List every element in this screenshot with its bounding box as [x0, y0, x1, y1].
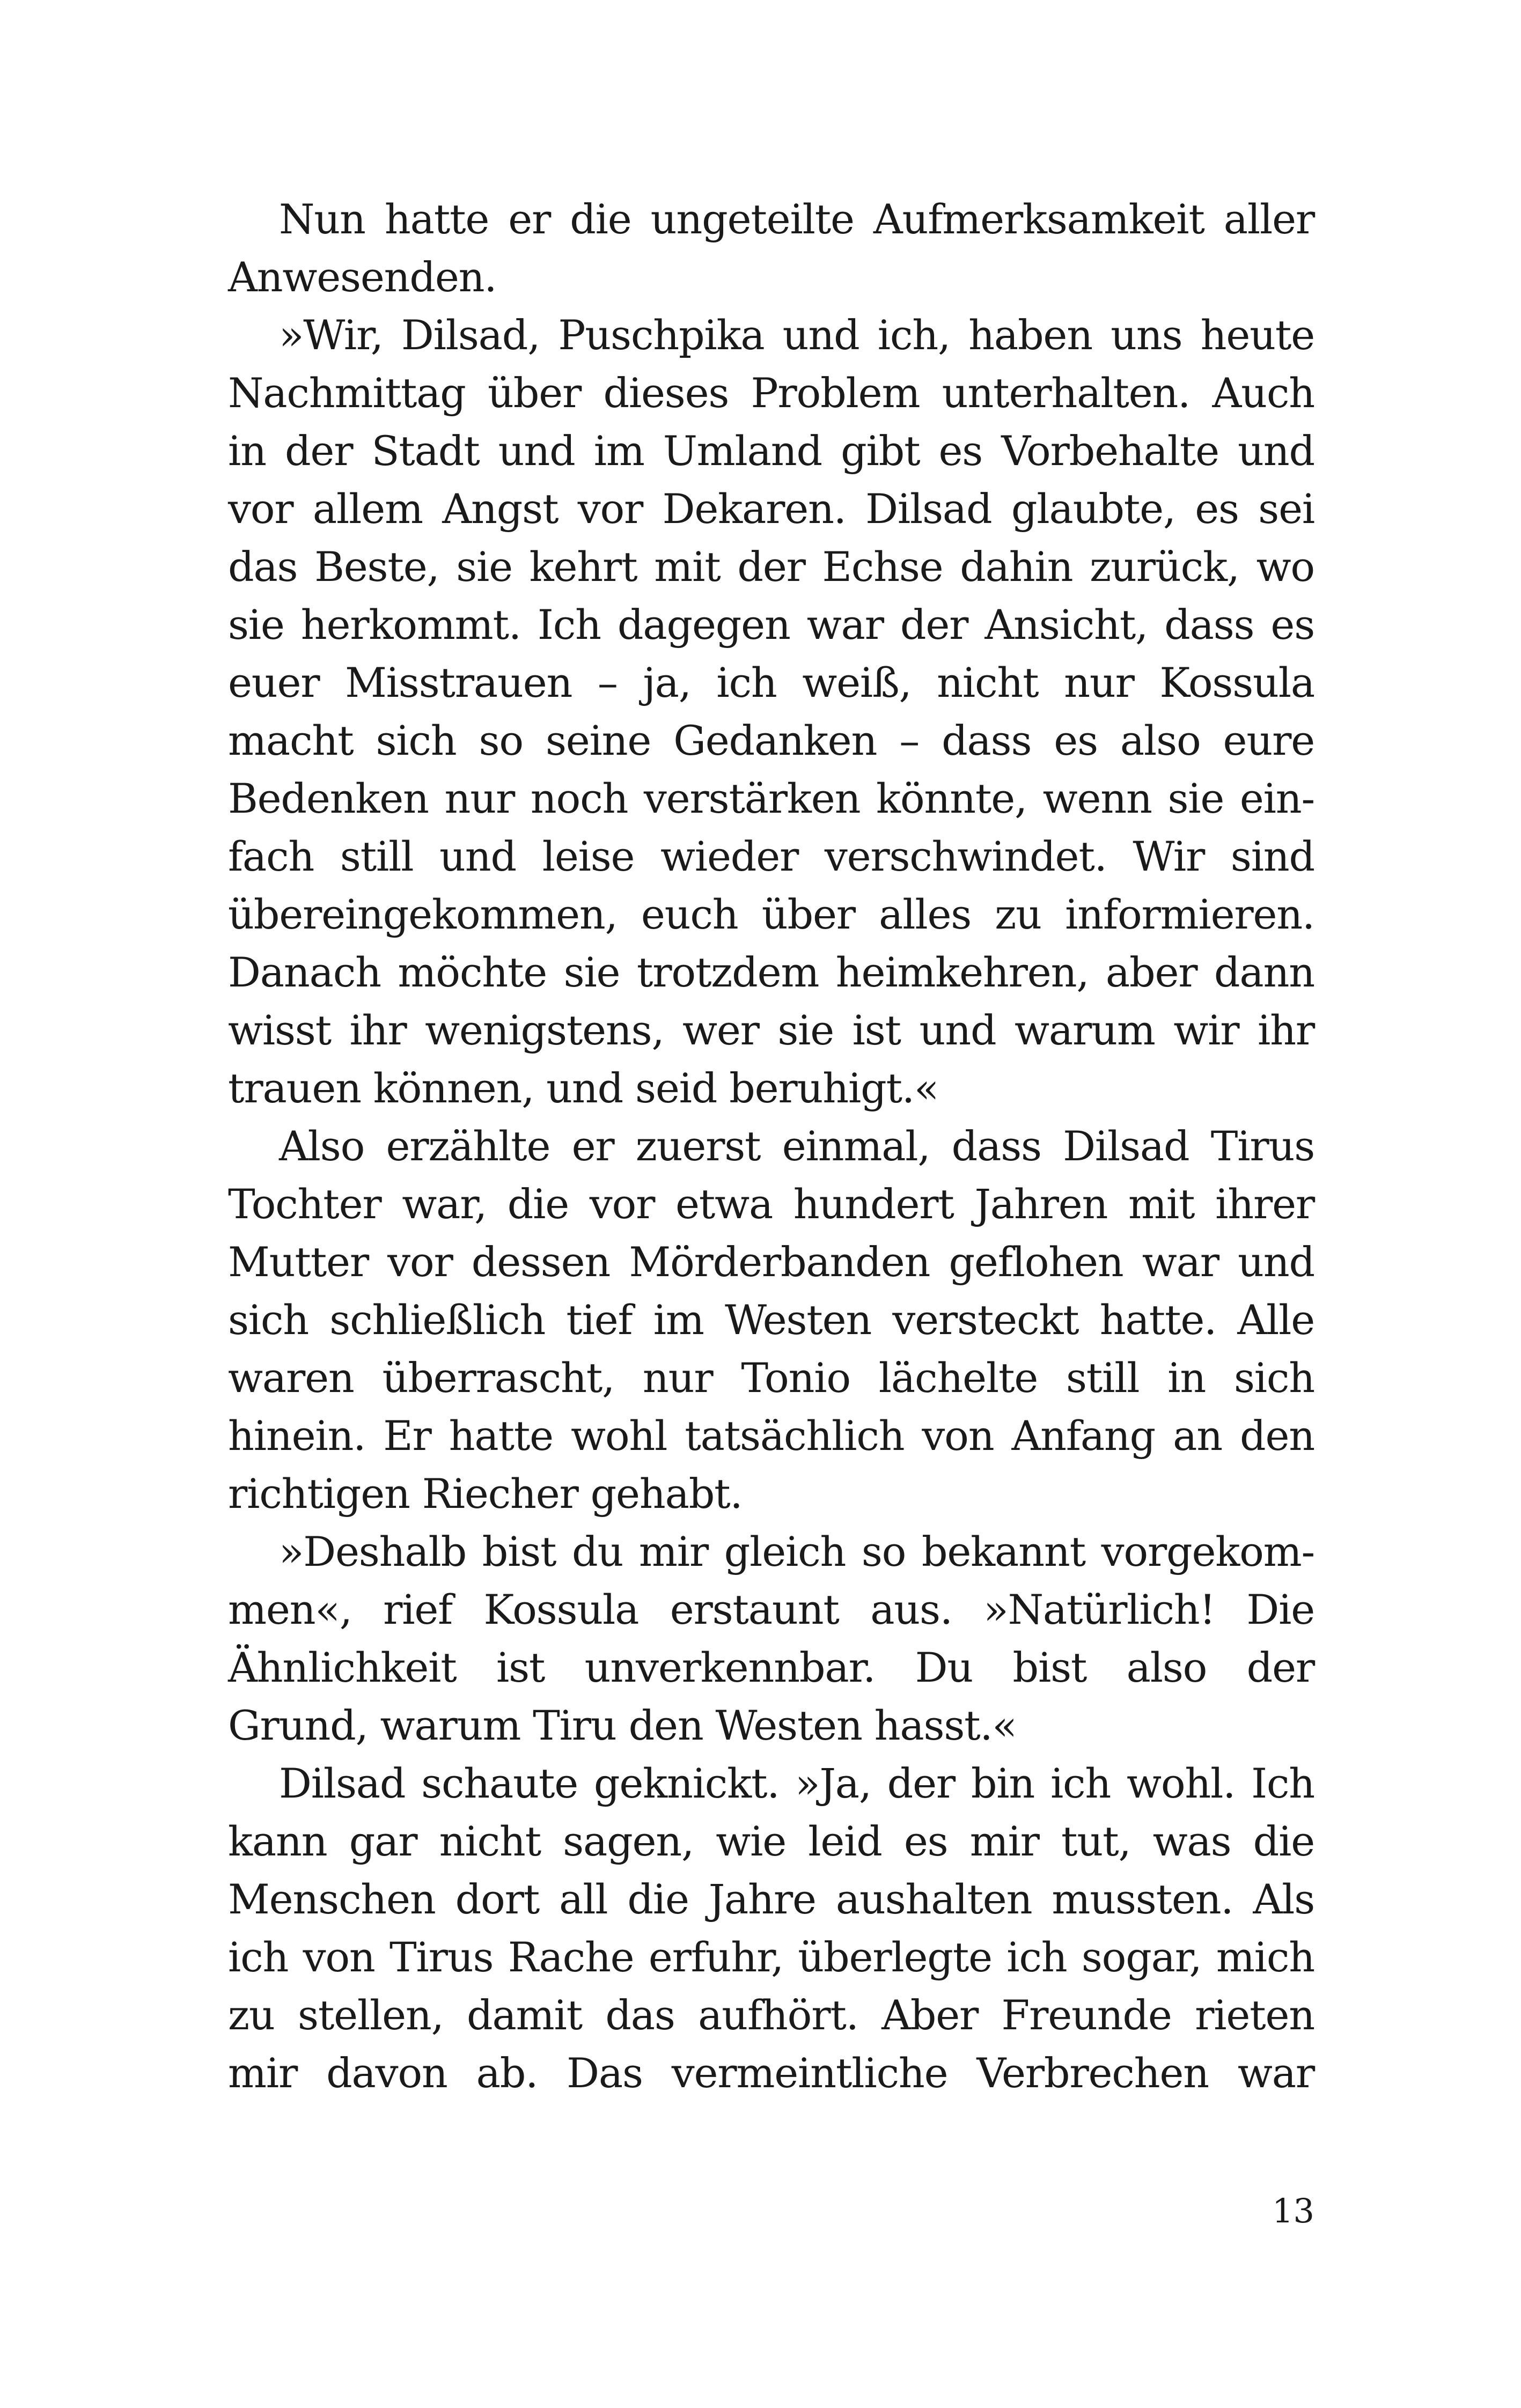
- text-line: Anwesenden.: [228, 253, 497, 301]
- text-line: vor allem Angst vor Dekaren. Dilsad glaubte, es sei: [228, 485, 1314, 533]
- text-line: ich von Tirus Rache erfuhr, überlegte ich sogar, mich: [228, 1933, 1314, 1981]
- page-number: 13: [1272, 2191, 1314, 2230]
- text-line: Nachmittag über dieses Problem unterhalten. Auch: [228, 369, 1314, 417]
- text-line: Mutter vor dessen Mörderbanden geflohen war und: [228, 1238, 1314, 1286]
- text-line: Dilsad schaute geknickt. »Ja, der bin ich wohl. Ich: [279, 1759, 1314, 1807]
- text-line: in der Stadt und im Umland gibt es Vorbehalte und: [228, 427, 1314, 475]
- text-line: fach still und leise wieder verschwindet. Wir sind: [228, 833, 1314, 880]
- body-text: [228, 190, 1314, 2102]
- text-line: »Deshalb bist du mir gleich so bekannt vorgekom-: [279, 1528, 1314, 1575]
- text-line: das Beste, sie kehrt mit der Echse dahin zurück, wo: [228, 543, 1314, 591]
- text-line: richtigen Riecher gehabt.: [228, 1470, 743, 1518]
- text-line: men«, rief Kossula erstaunt aus. »Natürlich! Die: [228, 1586, 1314, 1633]
- text-line: waren überrascht, nur Tonio lächelte still in sich: [228, 1354, 1314, 1402]
- text-line: euer Misstrauen – ja, ich weiß, nicht nur Kossula: [228, 659, 1314, 706]
- text-line: übereingekommen, euch über alles zu informieren.: [228, 890, 1314, 938]
- text-line: zu stellen, damit das aufhört. Aber Freunde rieten: [228, 1991, 1314, 2039]
- text-line: trauen können, und seid beruhigt.«: [228, 1064, 939, 1112]
- text-line: kann gar nicht sagen, wie leid es mir tut, was die: [228, 1817, 1314, 1865]
- text-line: Menschen dort all die Jahre aushalten mussten. Als: [228, 1875, 1314, 1923]
- text-line: mir davon ab. Das vermeintliche Verbrechen war: [228, 2049, 1314, 2097]
- text-line: Nun hatte er die ungeteilte Aufmerksamkeit aller: [279, 195, 1314, 243]
- text-line: Danach möchte sie trotzdem heimkehren, aber dann: [228, 948, 1314, 996]
- text-line: sich schließlich tief im Westen versteckt hatte. Alle: [228, 1296, 1314, 1344]
- text-line: macht sich so seine Gedanken – dass es also eure: [228, 717, 1314, 764]
- text-line: Bedenken nur noch verstärken könnte, wenn sie ein-: [228, 775, 1314, 822]
- text-line: Also erzählte er zuerst einmal, dass Dilsad Tirus: [279, 1122, 1314, 1170]
- text-line: Tochter war, die vor etwa hundert Jahren mit ihrer: [228, 1180, 1314, 1228]
- text-line: wisst ihr wenigstens, wer sie ist und warum wir ihr: [228, 1006, 1314, 1054]
- text-line: »Wir, Dilsad, Puschpika und ich, haben uns heute: [279, 311, 1314, 359]
- text-line: hinein. Er hatte wohl tatsächlich von Anfang an den: [228, 1412, 1314, 1460]
- text-line: sie herkommt. Ich dagegen war der Ansicht, dass es: [228, 601, 1314, 649]
- text-line: Ähnlichkeit ist unverkennbar. Du bist also der: [228, 1644, 1314, 1691]
- text-line: Grund, warum Tiru den Westen hasst.«: [228, 1702, 1017, 1749]
